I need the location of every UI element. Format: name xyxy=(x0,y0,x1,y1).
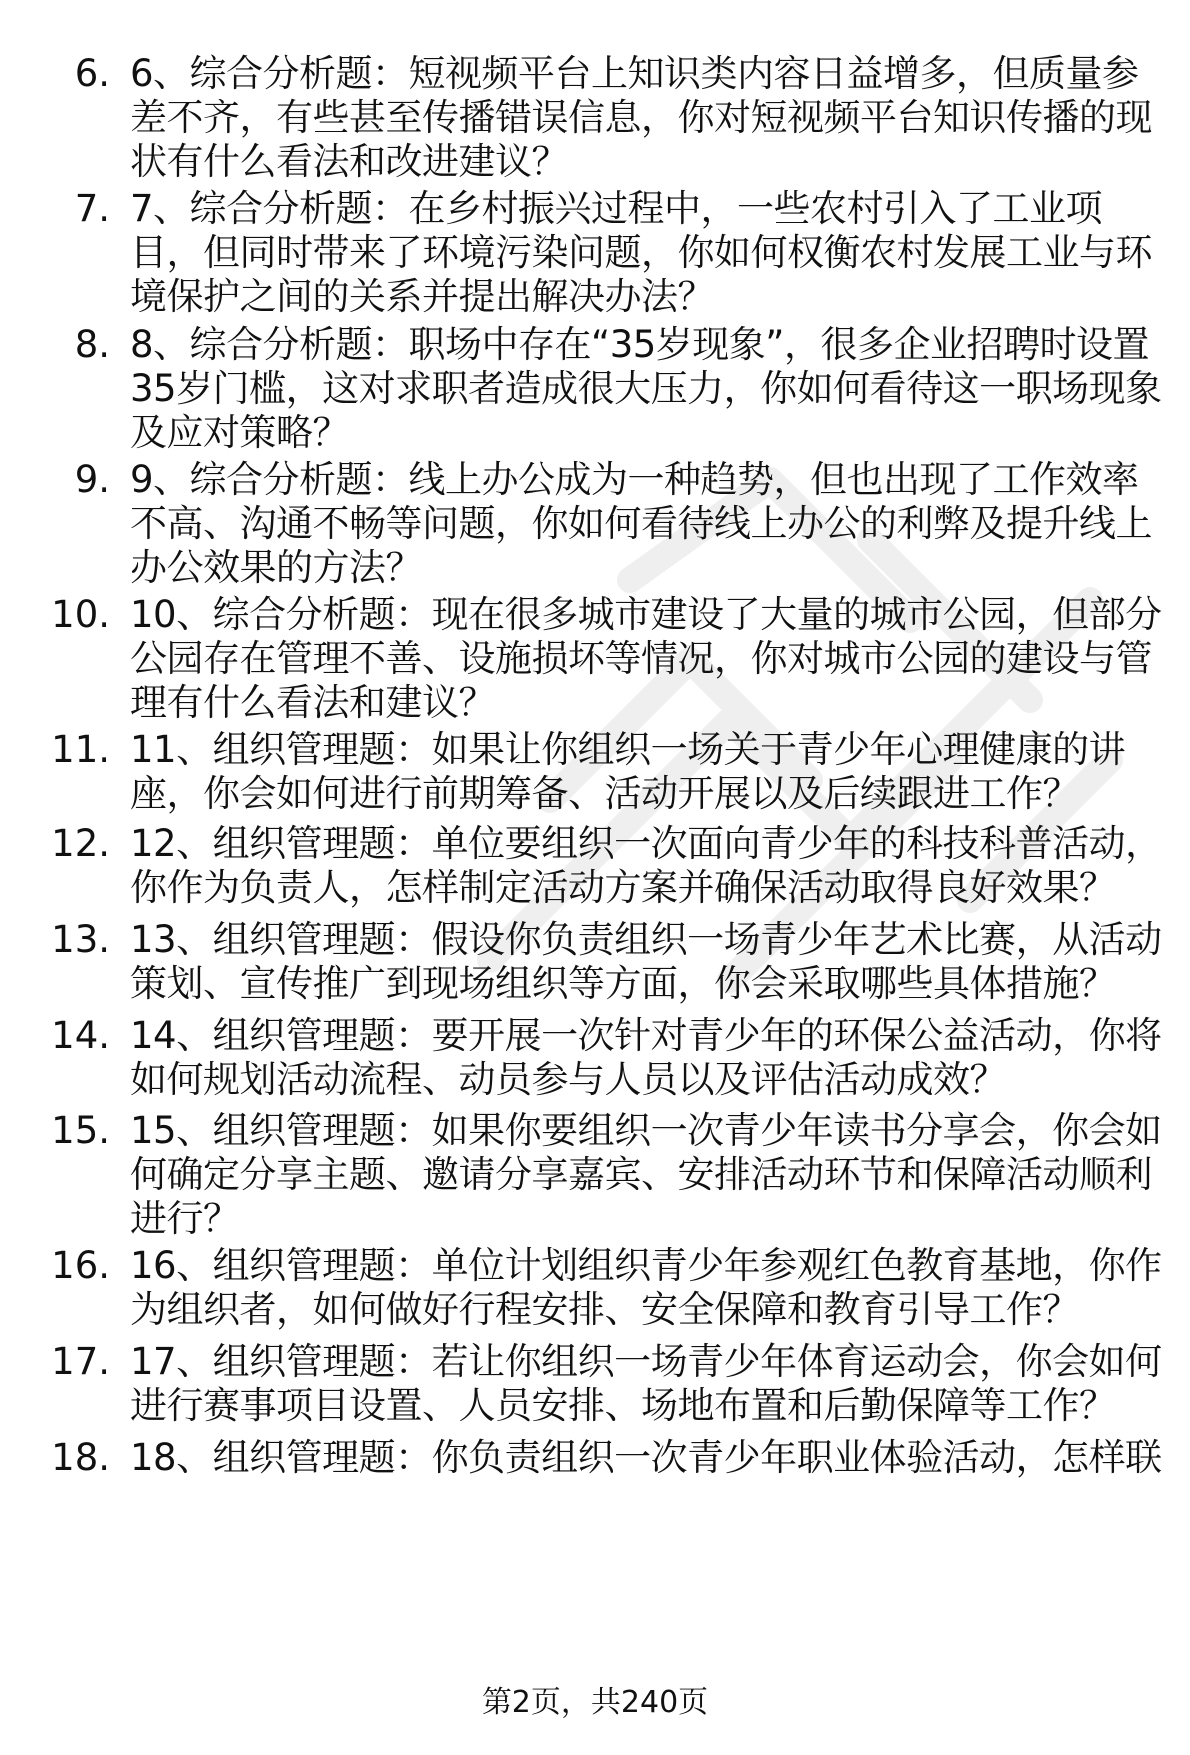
item-text: 18、组织管理题：你负责组织一次青少年职业体验活动，怎样联 xyxy=(130,1436,1162,1479)
item-text: 7、综合分析题：在乡村振兴过程中，一些农村引入了工业项目，但同时带来了环境污染问题，你如何权衡农村发展工业与环境保护之间的关系并提出解决办法？ xyxy=(130,187,1152,318)
item-number: 8. xyxy=(74,323,110,366)
item-number: 16. xyxy=(51,1244,110,1287)
item-text: 13、组织管理题：假设你负责组织一场青少年艺术比赛，从活动策划、宣传推广到现场组织等方面，你会采取哪些具体措施？ xyxy=(130,918,1162,1005)
item-text: 16、组织管理题：单位计划组织青少年参观红色教育基地，你作为组织者，如何做好行程安排、安全保障和教育引导工作？ xyxy=(130,1244,1162,1331)
item-text: 12、组织管理题：单位要组织一次面向青少年的科技科普活动，你作为负责人，怎样制定活动方案并确保活动取得良好效果？ xyxy=(130,822,1162,909)
item-number: 15. xyxy=(51,1109,110,1152)
item-text: 15、组织管理题：如果你要组织一次青少年读书分享会，你会如何确定分享主题、邀请分享嘉宾、安排活动环节和保障活动顺利进行？ xyxy=(130,1109,1162,1240)
item-text: 8、综合分析题：职场中存在“35岁现象”，很多企业招聘时设置35岁门槛，这对求职者造成很大压力，你如何看待这一职场现象及应对策略？ xyxy=(130,323,1162,454)
page-footer: 第2页，共240页 xyxy=(481,1685,709,1720)
item-number: 12. xyxy=(51,822,110,865)
item-number: 10. xyxy=(51,593,110,636)
item-number: 9. xyxy=(74,458,110,501)
item-text: 14、组织管理题：要开展一次针对青少年的环保公益活动，你将如何规划活动流程、动员参与人员以及评估活动成效？ xyxy=(130,1014,1162,1101)
item-number: 18. xyxy=(51,1436,110,1479)
item-text: 11、组织管理题：如果让你组织一场关于青少年心理健康的讲座，你会如何进行前期筹备、活动开展以及后续跟进工作？ xyxy=(130,728,1126,815)
item-number: 13. xyxy=(51,918,110,961)
item-text: 6、综合分析题：短视频平台上知识类内容日益增多，但质量参差不齐，有些甚至传播错误信息，你对短视频平台知识传播的现状有什么看法和改进建议？ xyxy=(130,52,1152,183)
item-number: 17. xyxy=(51,1340,110,1383)
item-text: 9、综合分析题：线上办公成为一种趋势，但也出现了工作效率不高、沟通不畅等问题，你如何看待线上办公的利弊及提升线上办公效果的方法？ xyxy=(130,458,1152,589)
item-number: 14. xyxy=(51,1014,110,1057)
item-number: 7. xyxy=(74,187,110,230)
item-text: 17、组织管理题：若让你组织一场青少年体育运动会，你会如何进行赛事项目设置、人员安排、场地布置和后勤保障等工作？ xyxy=(130,1340,1162,1427)
item-number: 11. xyxy=(51,728,110,771)
item-text: 10、综合分析题：现在很多城市建设了大量的城市公园，但部分公园存在管理不善、设施损坏等情况，你对城市公园的建设与管理有什么看法和建议？ xyxy=(130,593,1162,724)
item-number: 6. xyxy=(74,52,110,95)
